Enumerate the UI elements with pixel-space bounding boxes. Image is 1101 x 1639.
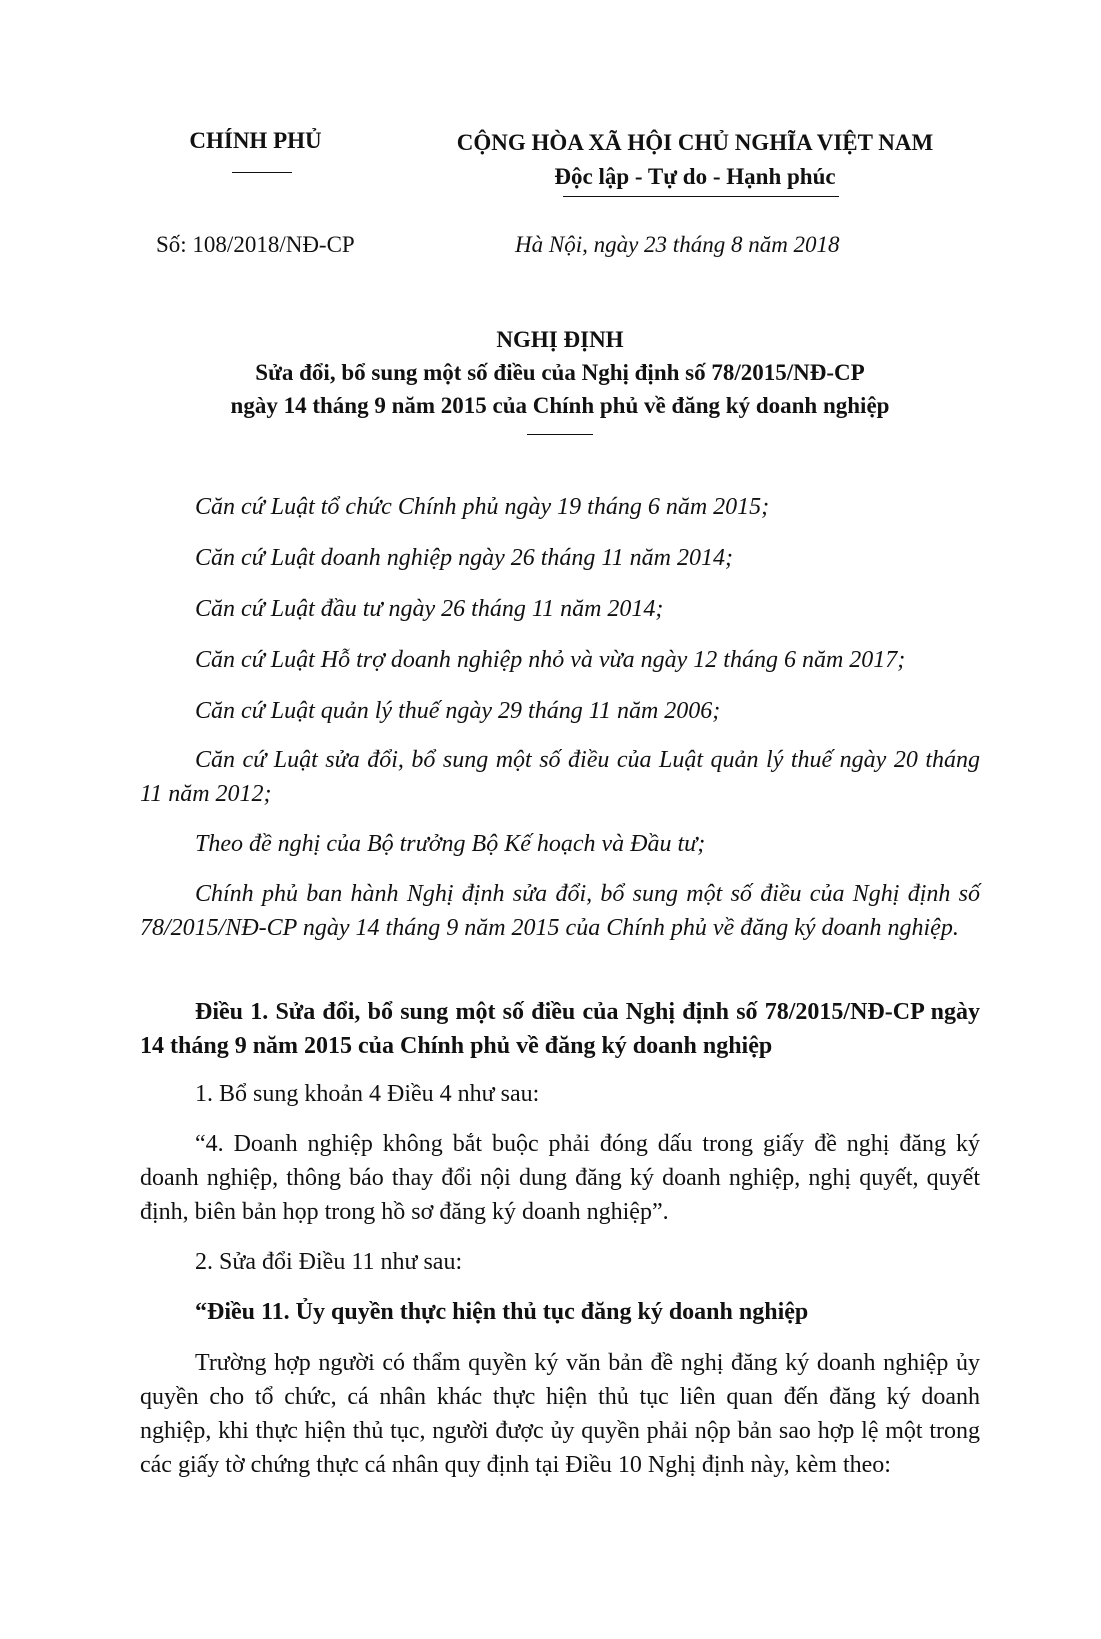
motto-underline — [563, 196, 839, 197]
article-11-heading: “Điều 11. Ủy quyền thực hiện thủ tục đăng ký doanh nghiệp — [195, 1299, 809, 1325]
national-motto: Độc lập - Tự do - Hạnh phúc — [554, 164, 836, 189]
national-header — [430, 126, 960, 194]
document-title-block — [140, 323, 980, 422]
document-subject-line2: ngày 14 tháng 9 năm 2015 của Chính phủ về đăng ký doanh nghiệp — [230, 393, 890, 418]
preamble-line: Căn cứ Luật Hỗ trợ doanh nghiệp nhỏ và vừa ngày 12 tháng 6 năm 2017; — [195, 647, 906, 673]
preamble-line: Theo đề nghị của Bộ trưởng Bộ Kế hoạch và Đầu tư; — [195, 831, 706, 857]
preamble-line: Căn cứ Luật đầu tư ngày 26 tháng 11 năm 2014; — [195, 596, 664, 622]
issuing-agency: CHÍNH PHỦ — [189, 128, 322, 153]
preamble-line: Căn cứ Luật quản lý thuế ngày 29 tháng 11 năm 2006; — [195, 698, 721, 724]
article-1-item-1-text: “4. Doanh nghiệp không bắt buộc phải đóng dấu trong giấy đề nghị đăng ký doanh nghiệp, thông báo thay đổi nội dung đăng ký doanh nghiệp, nghị quyết, quyết định, biên bản họp trong hồ sơ đăng ký doanh nghiệp”. — [140, 1131, 980, 1225]
article-11-text: Trường hợp người có thẩm quyền ký văn bản đề nghị đăng ký doanh nghiệp ủy quyền cho tổ chức, cá nhân khác thực hiện thủ tục liên quan đến đăng ký doanh nghiệp, khi thực hiện thủ tục, người được ủy quyền phải nộp bản sao hợp lệ một trong các giấy tờ chứng thực cá nhân quy định tại Điều 10 Nghị định này, kèm theo: — [140, 1350, 980, 1478]
preamble-line: Căn cứ Luật sửa đổi, bổ sung một số điều của Luật quản lý thuế ngày 20 tháng 11 năm 2012; — [140, 747, 980, 807]
title-underline — [527, 434, 593, 435]
preamble-line: Căn cứ Luật doanh nghiệp ngày 26 tháng 11 năm 2014; — [195, 545, 733, 571]
place-and-date: Hà Nội, ngày 23 tháng 8 năm 2018 — [515, 232, 840, 257]
article-1-item-1: 1. Bổ sung khoản 4 Điều 4 như sau: — [195, 1081, 540, 1107]
preamble-enactment: Chính phủ ban hành Nghị định sửa đổi, bổ sung một số điều của Nghị định số 78/2015/NĐ-CP ngày 14 tháng 9 năm 2015 của Chính phủ về đăng ký doanh nghiệp. — [140, 881, 980, 941]
document-type: NGHỊ ĐỊNH — [496, 327, 624, 352]
country-name: CỘNG HÒA XÃ HỘI CHỦ NGHĨA VIỆT NAM — [456, 130, 934, 155]
article-1-item-2: 2. Sửa đổi Điều 11 như sau: — [195, 1249, 463, 1275]
article-1-heading: Điều 1. Sửa đổi, bổ sung một số điều của Nghị định số 78/2015/NĐ-CP ngày 14 tháng 9 năm 2015 của Chính phủ về đăng ký doanh nghiệp — [140, 999, 980, 1059]
agency-underline — [232, 172, 292, 173]
preamble-line: Căn cứ Luật tổ chức Chính phủ ngày 19 tháng 6 năm 2015; — [195, 494, 770, 520]
document-subject-line1: Sửa đổi, bổ sung một số điều của Nghị định số 78/2015/NĐ-CP — [255, 360, 865, 385]
document-number: Số: 108/2018/NĐ-CP — [156, 232, 355, 257]
